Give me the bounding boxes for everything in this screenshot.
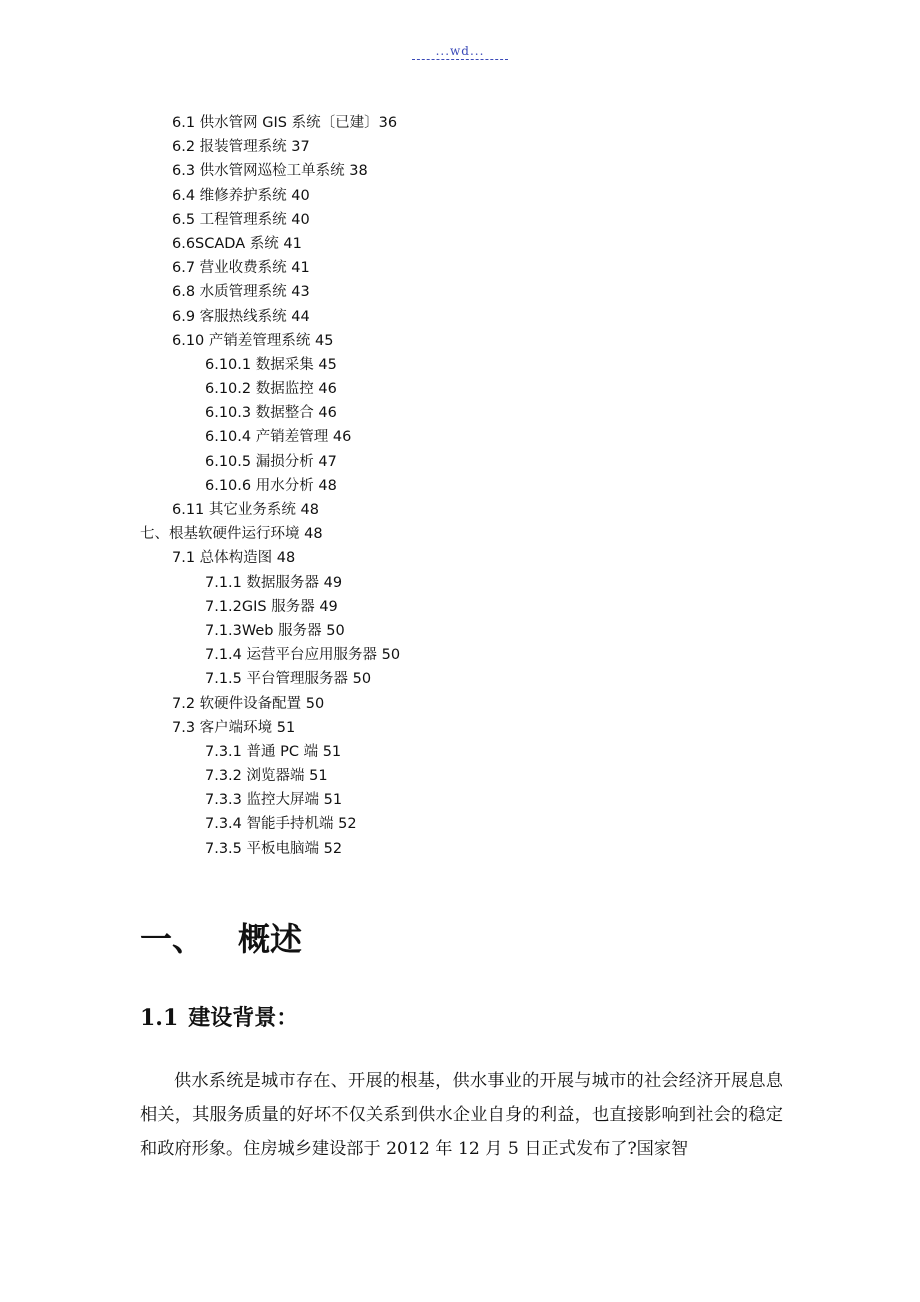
toc-entry[interactable]: 6.8 水质管理系统 43 [172, 284, 310, 301]
toc-entry[interactable]: 7.2 软硬件设备配置 50 [172, 695, 325, 712]
section-title: 概述 [238, 920, 303, 958]
toc-entry[interactable]: 7.3.2 浏览器端 51 [205, 768, 328, 785]
toc-entry[interactable]: 6.10.4 产销差管理 46 [205, 429, 352, 446]
body-paragraph: 供水系统是城市存在、开展的根基，供水事业的开展与城市的社会经济开展息息相关，其服务质量的好坏不仅关系到供水企业自身的利益，也直接影响到社会的稳定和政府形象。住房城乡建设部于 2012 年 12 月 5 日正式发布了?国家智 [140, 1071, 783, 1159]
subsection-heading [140, 1001, 298, 1032]
toc-entry[interactable]: 7.1.3Web 服务器 50 [205, 622, 345, 639]
toc-entry[interactable]: 7.3.3 监控大屏端 51 [205, 792, 343, 809]
toc-entry[interactable]: 6.9 客服热线系统 44 [172, 308, 310, 325]
toc-entry[interactable]: 7.1.2GIS 服务器 49 [205, 598, 338, 615]
toc-entry[interactable]: 6.11 其它业务系统 48 [172, 502, 319, 518]
toc-entry[interactable]: 7.1 总体构造图 48 [172, 550, 296, 567]
subsection-number: 1.1 [140, 1005, 179, 1031]
toc-entry[interactable]: 7.3.5 平板电脑端 52 [205, 840, 343, 857]
toc-entry[interactable]: 7.1.4 运营平台应用服务器 50 [205, 647, 401, 664]
toc-entry[interactable]: 6.10 产销差管理系统 45 [172, 332, 334, 349]
subsection-title: 建设背景： [188, 1005, 299, 1031]
toc-entry[interactable]: 6.2 报装管理系统 37 [172, 139, 310, 156]
toc-entry[interactable]: 七、根基软硬件运行环境 48 [140, 526, 323, 543]
toc-entry[interactable]: 6.4 维修养护系统 40 [172, 187, 310, 204]
toc-entry[interactable]: 6.10.2 数据监控 46 [205, 381, 337, 398]
table-of-contents [0, 111, 920, 861]
section-number: 一、 [140, 920, 205, 958]
toc-entry[interactable]: 6.6SCADA 系统 41 [172, 235, 302, 252]
section-heading [140, 914, 302, 960]
toc-entry[interactable]: 7.3 客户端环境 51 [172, 719, 296, 736]
toc-entry[interactable]: 7.1.5 平台管理服务器 50 [205, 671, 372, 688]
toc-entry[interactable]: 6.3 供水管网巡检工单系统 38 [172, 163, 368, 180]
toc-entry[interactable]: 7.1.1 数据服务器 49 [205, 574, 343, 591]
toc-entry[interactable]: 6.1 供水管网 GIS 系统〔已建〕36 [172, 115, 398, 131]
toc-entry[interactable]: 6.5 工程管理系统 40 [172, 211, 310, 228]
toc-entry[interactable]: 7.3.1 普通 PC 端 51 [205, 743, 342, 760]
page-header-mark: ...wd... [412, 44, 508, 60]
toc-entry[interactable]: 6.10.3 数据整合 46 [205, 405, 337, 422]
toc-entry[interactable]: 7.3.4 智能手持机端 52 [205, 816, 357, 833]
toc-entry[interactable]: 6.10.6 用水分析 48 [205, 477, 337, 494]
toc-entry[interactable]: 6.10.1 数据采集 45 [205, 356, 337, 373]
toc-entry[interactable]: 6.7 营业收费系统 41 [172, 260, 310, 277]
toc-entry[interactable]: 6.10.5 漏损分析 47 [205, 453, 337, 470]
